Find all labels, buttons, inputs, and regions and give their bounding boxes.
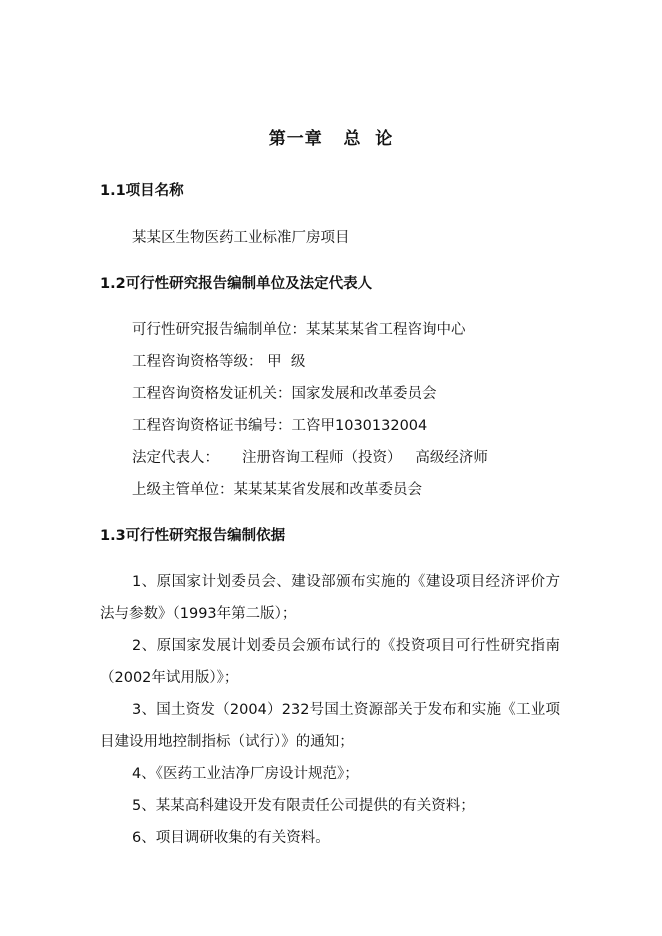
- basis-item-5: 5、某某高科建设开发有限责任公司提供的有关资料；: [132, 798, 475, 814]
- qualification-grade: 工程咨询资格等级： 甲 级: [132, 354, 306, 370]
- basis-item-4: 4、《医药工业洁净厂房设计规范》；: [132, 766, 359, 782]
- basis-item-3-line-2: 目建设用地控制指标（试行）》的通知；: [100, 734, 354, 750]
- section-heading-1-2: 1.2可行性研究报告编制单位及法定代表人: [100, 276, 373, 292]
- basis-item-6: 6、项目调研收集的有关资料。: [132, 830, 330, 846]
- compiling-unit: 可行性研究报告编制单位：某某某某省工程咨询中心: [132, 322, 466, 338]
- section-heading-1-3: 1.3可行性研究报告编制依据: [100, 528, 286, 544]
- legal-representative: 法定代表人： 注册咨询工程师（投资） 高级经济师: [132, 450, 488, 466]
- chapter-title: 第一章 总 论: [268, 129, 394, 149]
- issuing-authority: 工程咨询资格发证机关：国家发展和改革委员会: [132, 386, 437, 402]
- section-heading-1-1: 1.1项目名称: [100, 183, 184, 199]
- basis-item-2-line-2: （2002年试用版）》；: [100, 670, 239, 686]
- project-name: 某某区生物医药工业标准厂房项目: [132, 230, 350, 246]
- basis-item-3-line-1: 3、国土资发（2004）232号国土资源部关于发布和实施《工业项: [132, 702, 560, 718]
- supervising-unit: 上级主管单位：某某某某省发展和改革委员会: [132, 482, 422, 498]
- basis-item-1-line-1: 1、原国家计划委员会、建设部颁布实施的《建设项目经济评价方: [132, 574, 560, 590]
- basis-item-1-line-2: 法与参数》（1993年第二版）；: [100, 606, 297, 622]
- basis-item-2-line-1: 2、原国家发展计划委员会颁布试行的《投资项目可行性研究指南: [132, 638, 560, 654]
- certificate-number: 工程咨询资格证书编号：工咨甲1030132004: [132, 418, 428, 434]
